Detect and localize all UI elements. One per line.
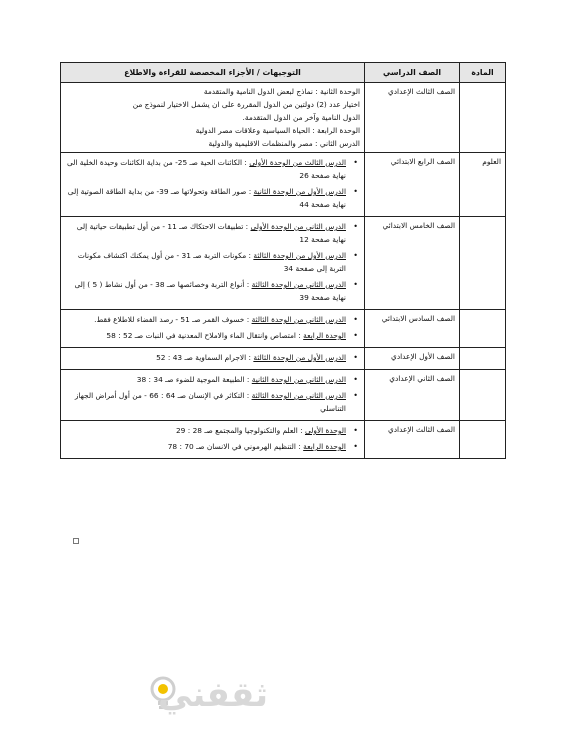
guidelines-cell: [61, 370, 365, 421]
lesson-reference: الوحدة الرابعة: [303, 442, 346, 451]
subject-cell: [460, 421, 506, 459]
guidelines-cell: [61, 153, 365, 217]
lesson-reference: الدرس الثاني من الوحدة الثالثة: [251, 280, 346, 289]
table-header-row: [61, 63, 506, 83]
lesson-reference: الدرس الأول من الوحدة الثانية: [253, 187, 346, 196]
grade-cell: الصف الخامس الابتدائي: [365, 217, 460, 310]
lesson-item: [65, 389, 348, 415]
guideline-line: اختيار عدد (2) دولتين من الدول المقررة على ان يشمل الاختيار لنموذج من: [132, 100, 360, 109]
table-row: [61, 217, 506, 310]
lesson-reference: الوحدة الرابعة: [303, 331, 346, 340]
lesson-item: [65, 249, 348, 275]
grade-cell: الصف الرابع الابتدائي: [365, 153, 460, 217]
lesson-description: : الاجرام السماوية صـ 43 : 52: [156, 353, 251, 362]
grade-cell: الصف الثالث الإعدادي: [365, 83, 460, 153]
curriculum-table: [60, 62, 506, 459]
subject-cell: [460, 370, 506, 421]
lesson-description: : العلم والتكنولوجيا والمجتمع صـ 28 : 29: [175, 426, 303, 435]
lesson-reference: الدرس الثاني من الوحدة الأولى: [250, 222, 346, 231]
lesson-reference: الوحدة الأولى: [304, 426, 346, 435]
lesson-item: [65, 351, 348, 364]
lesson-item: [65, 373, 348, 386]
lesson-description: : التنظيم الهرموني في الانسان صـ 70 : 78: [167, 442, 301, 451]
site-logo: [148, 672, 268, 718]
header-subject: المادة: [460, 63, 506, 83]
table-row: [61, 83, 506, 153]
lesson-item: [65, 156, 348, 182]
lesson-description: : صور الطاقة وتحولاتها صـ 39- من بداية الطاقة الصوتية إلى نهاية صفحة 44: [67, 187, 346, 209]
table-row: [61, 421, 506, 459]
guideline-line: الوحدة الرابعة : الحياة السياسية وعلاقات مصر الدولية: [195, 126, 360, 135]
lesson-description: : الطبيعة الموجية للضوء صـ 34 : 38: [136, 375, 250, 384]
guidelines-cell: [61, 310, 365, 348]
lesson-item: [65, 185, 348, 211]
lesson-item: [65, 278, 348, 304]
lesson-reference: الدرس الثالث من الوحدة الأولى: [249, 158, 346, 167]
table-body: [61, 83, 506, 459]
lesson-description: : الكائنات الحية صـ 25- من بداية الكائنات وحيدة الخلية الى نهاية صفحة 26: [66, 158, 346, 180]
grade-cell: الصف الثاني الإعدادي: [365, 370, 460, 421]
lesson-item: [65, 313, 348, 326]
lesson-list: [65, 220, 360, 304]
subject-cell: [460, 310, 506, 348]
lesson-list: [65, 373, 360, 415]
guidelines-cell: [61, 217, 365, 310]
guideline-line: الدرس الثاني : مصر والمنظمات الاقليمية والدولية: [208, 139, 360, 148]
table-row: [61, 370, 506, 421]
lesson-item: [65, 329, 348, 342]
logo-text: ثقفني: [158, 675, 268, 715]
guidelines-cell: [61, 83, 365, 153]
subject-cell: [460, 348, 506, 370]
lesson-reference: الدرس الثاني من الوحدة الثانية: [251, 375, 346, 384]
lesson-description: : تطبيقات الاحتكاك صـ 11 - من أول تطبيقات حياتية إلى نهاية صفحة 12: [76, 222, 346, 244]
subject-cell: العلوم: [460, 153, 506, 217]
header-guidelines: التوجيهات / الأجزاء المخصصة للقراءة والاطلاع: [61, 63, 365, 83]
table-row: [61, 153, 506, 217]
header-grade: الصف الدراسي: [365, 63, 460, 83]
lesson-list: [65, 313, 360, 342]
lesson-description: : مكونات التربة صـ 31 - من أول يمكنك اكتشاف مكونات التربة إلى صفحة 34: [77, 251, 346, 273]
table-row: [61, 348, 506, 370]
lesson-description: : التكاثر في الإنسان صـ 64 : 66 - من أول أمراض الجهاز التناسلي: [74, 391, 346, 413]
lesson-item: [65, 220, 348, 246]
lesson-reference: الدرس الأول من الوحدة الثالثة: [253, 251, 346, 260]
lesson-description: : امتصاص وانتقال الماء والاملاح المعدنية في النبات صـ 52 : 58: [106, 331, 301, 340]
lesson-description: : أنواع التربة وخصائصها صـ 38 - من أول نشاط ( 5 ) إلى نهاية صفحة 39: [74, 280, 346, 302]
subject-cell: [460, 217, 506, 310]
lesson-description: : خسوف القمر صـ 51 - رصد الفضاء للاطلاع فقط.: [94, 315, 250, 324]
lesson-list: [65, 351, 360, 364]
guidelines-cell: [61, 421, 365, 459]
subject-cell: [460, 83, 506, 153]
table-row: [61, 310, 506, 348]
paragraph-marker: [73, 538, 79, 544]
lesson-item: [65, 440, 348, 453]
lesson-reference: الدرس الثاني من الوحدة الثالثة: [251, 391, 346, 400]
lesson-list: [65, 424, 360, 453]
guideline-line: الوحدة الثانية : نماذج لبعض الدول النامية والمتقدمة: [203, 87, 360, 96]
lesson-item: [65, 424, 348, 437]
lesson-reference: الدرس الثاني من الوحدة الثالثة: [251, 315, 346, 324]
grade-cell: الصف الثالث الإعدادي: [365, 421, 460, 459]
grade-cell: الصف السادس الابتدائي: [365, 310, 460, 348]
guidelines-cell: [61, 348, 365, 370]
lesson-list: [65, 156, 360, 211]
lesson-reference: الدرس الأول من الوحدة الثالثة: [253, 353, 346, 362]
guideline-line: الدول النامية وآخر من الدول المتقدمة.: [242, 113, 360, 122]
grade-cell: الصف الأول الإعدادي: [365, 348, 460, 370]
